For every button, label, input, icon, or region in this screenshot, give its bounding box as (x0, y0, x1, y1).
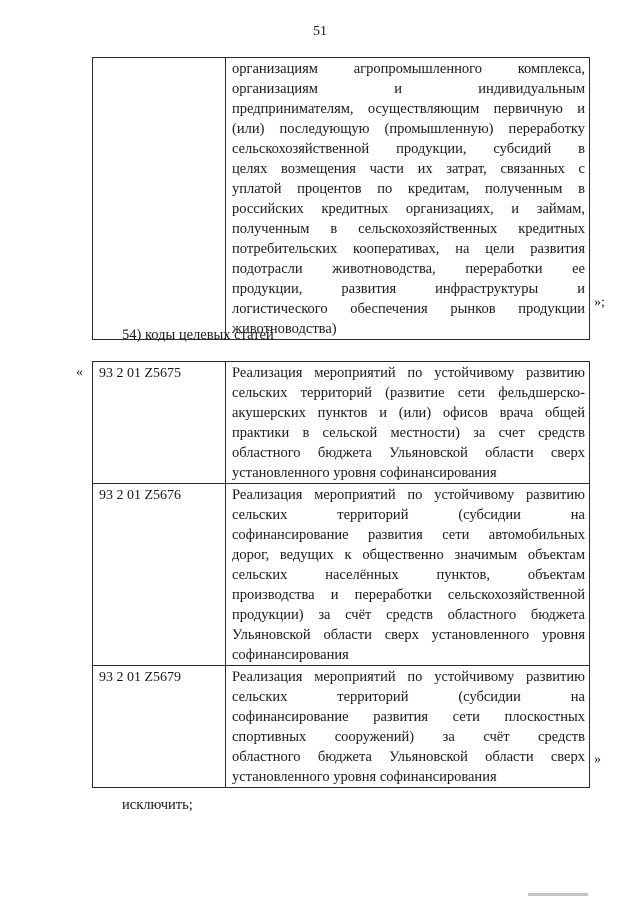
text-line: (или) последующую (промышленную) переработку (232, 121, 585, 137)
text-line: софинансирование развития сети плоскостных (232, 709, 585, 725)
text-line: Реализация мероприятий по устойчивому развитию (232, 669, 585, 685)
target-codes-table (92, 361, 590, 788)
text-line: Ульяновской области сверх установленного уровня (232, 627, 585, 643)
text-line: областного бюджета Ульяновской области сверх (232, 749, 585, 765)
text-line: производства и переработки сельскохозяйственной (232, 587, 585, 603)
description-cell (226, 484, 590, 666)
text-line-last: животноводства) (232, 321, 337, 337)
text-line: организациям и индивидуальным (232, 81, 585, 97)
table-row (93, 58, 590, 340)
text-line: полученным в сельскохозяйственных кредитных (232, 221, 585, 237)
text-line: областного бюджета Ульяновской области сверх (232, 445, 585, 461)
text-line: софинансирование развития сети автомобильных (232, 527, 585, 543)
text-line: акушерских пунктов и (или) офисов врача общей (232, 405, 585, 421)
text-line-last: установленного уровня софинансирования (232, 465, 497, 481)
closing-quote-mark: »; (594, 295, 605, 310)
text-line: Реализация мероприятий по устойчивому развитию (232, 365, 585, 381)
text-line: продукции) за счёт средств областного бюджета (232, 607, 585, 623)
text-line: организациям агропромышленного комплекса, (232, 61, 585, 77)
table-row (93, 362, 590, 484)
section-heading: 54) коды целевых статей (122, 327, 274, 343)
text-line: уплатой процентов по кредитам, полученным в (232, 181, 585, 197)
code-cell-empty (93, 58, 226, 340)
text-line: спортивных сооружений) за счёт средств (232, 729, 585, 745)
code-cell: 93 2 01 Z5675 (93, 362, 226, 484)
text-line: Реализация мероприятий по устойчивому развитию (232, 487, 585, 503)
continuation-text (226, 58, 590, 340)
continuation-table (92, 57, 590, 340)
text-line: предпринимателям, осуществляющим первичную и (232, 101, 585, 117)
text-line-last: софинансирования (232, 647, 349, 663)
text-line: целях возмещения части их затрат, связанных с (232, 161, 585, 177)
text-line: практики в сельской местности) за счет средств (232, 425, 585, 441)
closing-quote-mark: » (594, 752, 601, 767)
text-line: потребительских кооперативах, на цели развития (232, 241, 585, 257)
scan-smudge (528, 893, 588, 896)
code-cell: 93 2 01 Z5676 (93, 484, 226, 666)
description-cell (226, 666, 590, 788)
text-line: продукции, развития инфраструктуры и (232, 281, 585, 297)
text-line-last: установленного уровня софинансирования (232, 769, 497, 785)
opening-quote-mark: « (76, 365, 83, 380)
text-line: логистического обеспечения рынков продукции (232, 301, 585, 317)
exclude-text: исключить; (122, 797, 193, 813)
text-line: российских кредитных организациях, и займам, (232, 201, 585, 217)
table-row (93, 484, 590, 666)
description-cell (226, 362, 590, 484)
text-line: сельских территорий (развитие сети фельдшерско- (232, 385, 585, 401)
text-line: сельских населённых пунктов, объектам (232, 567, 585, 583)
text-line: подотрасли животноводства, переработки ее (232, 261, 585, 277)
text-line: сельских территорий (субсидии на (232, 507, 585, 523)
table-row (93, 666, 590, 788)
page-number: 51 (313, 24, 327, 39)
text-line: сельскохозяйственной продукции, субсидий в (232, 141, 585, 157)
text-line: дорог, ведущих к общественно значимым объектам (232, 547, 585, 563)
code-cell: 93 2 01 Z5679 (93, 666, 226, 788)
text-line: сельских территорий (субсидии на (232, 689, 585, 705)
